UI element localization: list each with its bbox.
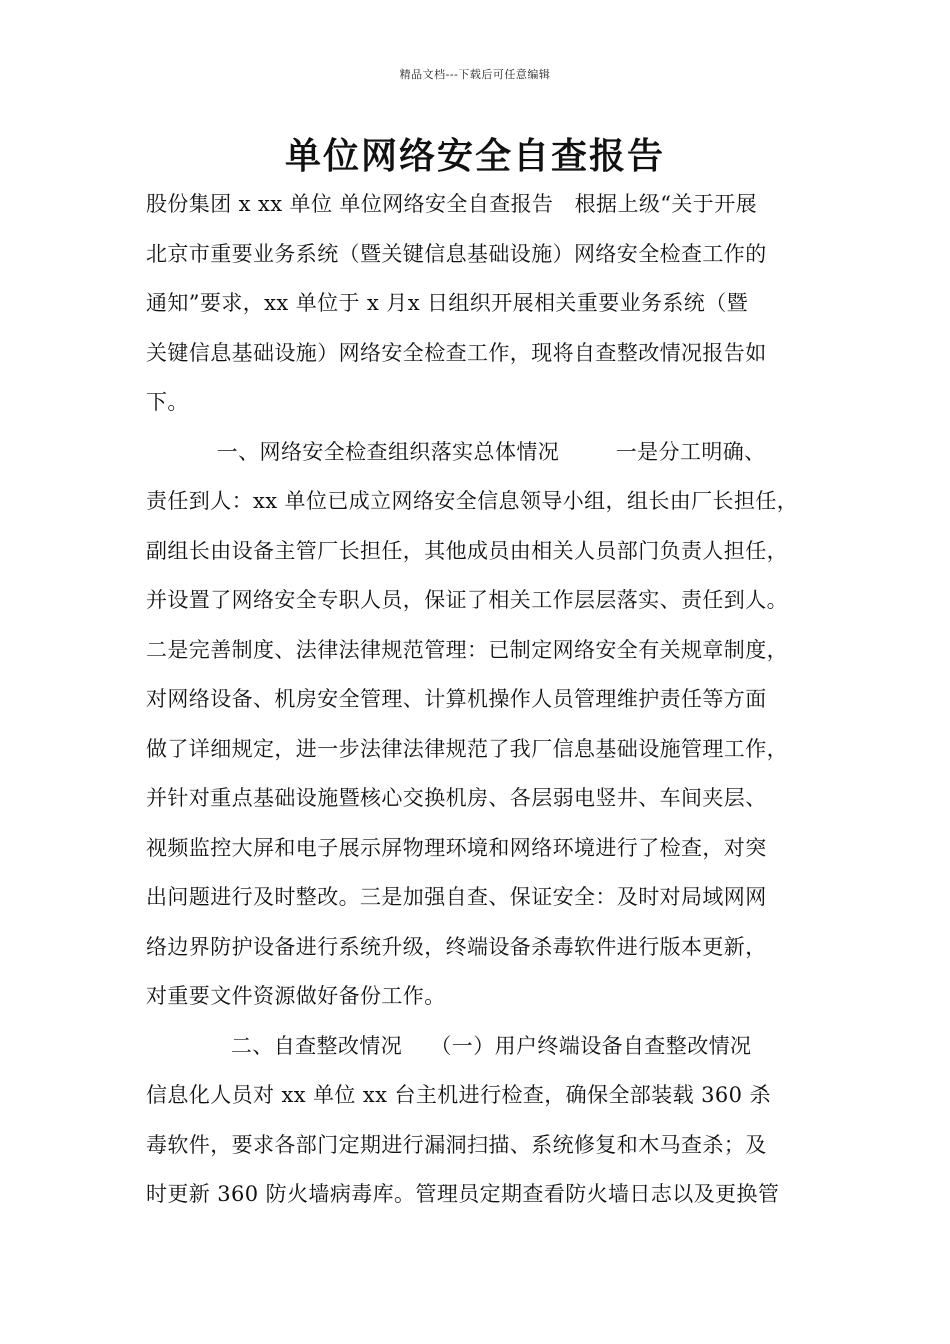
body-line: 做了详细规定，进一步法律法律规范了我厂信息基础设施管理工作， (146, 736, 788, 761)
header-note: 精品文档---下载后可任意编辑 (399, 68, 551, 81)
body-line: 北京市重要业务系统（暨关键信息基础设施）网络安全检查工作的 (146, 241, 767, 266)
body-line: 下。 (146, 390, 189, 414)
document-title: 单位网络安全自查报告 (284, 136, 665, 177)
body-text (146, 180, 818, 1220)
body-line: 时更新 360 防火墙病毒库。管理员定期查看防火墙日志以及更换管 (146, 1182, 780, 1206)
body-line: 二、自查整改情况 （一）用户终端设备自查整改情况 (146, 1033, 752, 1058)
body-line: 信息化人员对 xx 单位 xx 台主机进行检查，确保全部装载 360 杀 (146, 1083, 771, 1107)
body-line: 一、网络安全检查组织落实总体情况 一是分工明确、 (146, 439, 766, 464)
body-line: 对重要文件资源做好备份工作。 (146, 984, 446, 1008)
body-line: 关键信息基础设施）网络安全检查工作，现将自查整改情况报告如 (146, 340, 767, 365)
body-line: 并针对重点基础设施暨核心交换机房、各层弱电竖井、车间夹层、 (146, 786, 767, 810)
body-line: 股份集团 x xx 单位 单位网络安全自查报告 根据上级“关于开展 (146, 192, 757, 216)
body-line: 二是完善制度、法律法律规范管理：已制定网络安全有关规章制度， (146, 637, 788, 662)
body-line: 视频监控大屏和电子展示屏物理环境和网络环境进行了检查，对突 (146, 835, 767, 860)
body-line: 责任到人：xx 单位已成立网络安全信息领导小组，组长由厂长担任， (146, 489, 799, 513)
body-line: 对网络设备、机房安全管理、计算机操作人员管理维护责任等方面 (146, 687, 767, 711)
body-line: 并设置了网络安全专职人员，保证了相关工作层层落实、责任到人。 (146, 588, 788, 612)
body-line: 毒软件，要求各部门定期进行漏洞扫描、系统修复和木马查杀；及 (146, 1132, 767, 1157)
body-line: 通知”要求，xx 单位于 x 月x 日组织开展相关重要业务系统（暨 (146, 291, 749, 315)
body-line: 副组长由设备主管厂长担任，其他成员由相关人员部门负责人担任， (146, 538, 788, 563)
body-line: 出问题进行及时整改。三是加强自查、保证安全：及时对局域网网 (146, 885, 767, 909)
body-line: 络边界防护设备进行系统升级，终端设备杀毒软件进行版本更新， (146, 934, 767, 959)
